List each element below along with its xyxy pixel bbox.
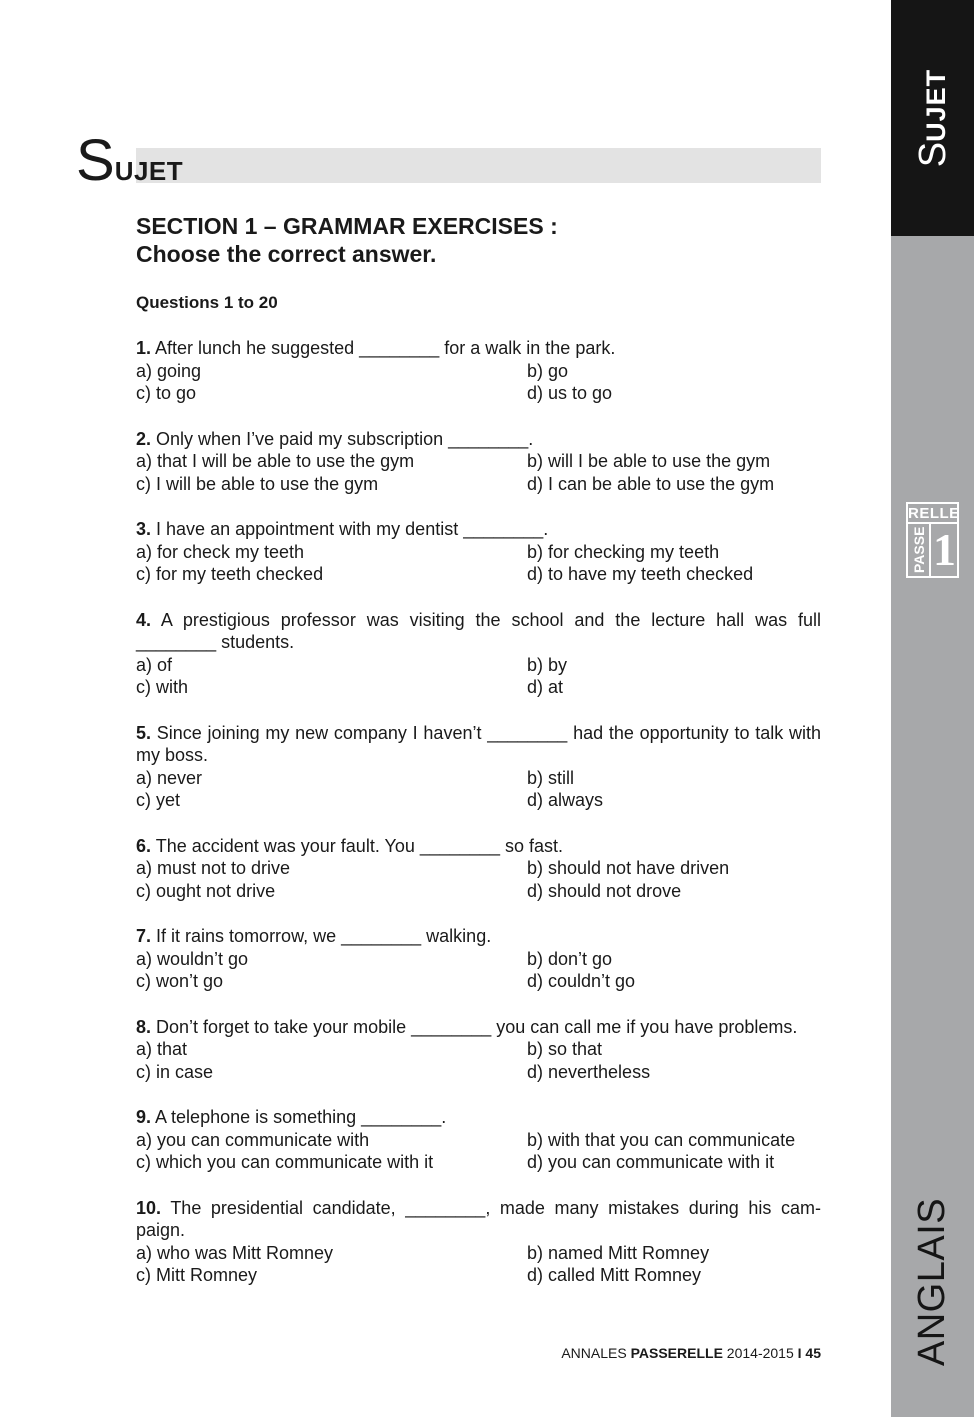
question-text: A prestigious professor was visiting the school and the lecture hall was full ________ students. bbox=[136, 609, 821, 652]
answer-options bbox=[136, 948, 821, 993]
option-d: d) should not drove bbox=[527, 880, 682, 901]
question-item bbox=[136, 1106, 821, 1174]
question-text: Since joining my new company I haven’t ________ had the opportunity to talk with my boss. bbox=[136, 722, 821, 765]
option-b: b) don’t go bbox=[527, 948, 613, 969]
question-number: 5. bbox=[136, 722, 152, 743]
header-band bbox=[136, 148, 821, 183]
option-a: a) must not to drive bbox=[136, 858, 291, 878]
option-b: b) will I be able to use the gym bbox=[527, 451, 771, 471]
question-stem bbox=[136, 1016, 821, 1039]
option-a: a) that bbox=[136, 1039, 188, 1059]
logo-divider bbox=[929, 524, 931, 576]
question-number: 9. bbox=[136, 1107, 152, 1127]
option-d: d) us to go bbox=[527, 383, 613, 403]
question-number: 10. bbox=[136, 1197, 162, 1218]
question-text: Don’t forget to take your mobile ________ you can call me if you have problems. bbox=[156, 1016, 798, 1037]
question-number: 1. bbox=[136, 338, 152, 358]
answer-options bbox=[136, 1242, 821, 1287]
option-b: b) named Mitt Romney bbox=[527, 1242, 710, 1263]
footer-prefix: ANNALES bbox=[561, 1345, 631, 1361]
question-item bbox=[136, 1016, 821, 1084]
logo-number: 1 bbox=[933, 524, 956, 575]
option-d: d) always bbox=[527, 790, 604, 810]
option-a: a) for check my teeth bbox=[136, 541, 305, 562]
option-b: b) should not have driven bbox=[527, 858, 730, 878]
option-c: c) in case bbox=[136, 1061, 214, 1082]
section-title bbox=[136, 212, 821, 268]
logo-top-text: RELLE bbox=[908, 505, 960, 522]
question-stem bbox=[136, 609, 821, 654]
option-a: a) going bbox=[136, 360, 202, 381]
footer-years: 2014-2015 bbox=[722, 1345, 798, 1361]
page-number: I 45 bbox=[797, 1345, 821, 1361]
side-subject-label: ANGLAIS bbox=[911, 1197, 953, 1367]
page-title: SUJET bbox=[76, 128, 184, 193]
question-text: Only when I’ve paid my subscription ________. bbox=[156, 428, 534, 449]
option-d: d) you can communicate with it bbox=[527, 1152, 775, 1172]
question-text: If it rains tomorrow, we ________ walking. bbox=[156, 926, 492, 946]
option-d: d) called Mitt Romney bbox=[527, 1265, 702, 1285]
exercise-content bbox=[136, 212, 821, 1287]
option-c: c) Mitt Romney bbox=[136, 1265, 258, 1285]
answer-options bbox=[136, 857, 821, 902]
side-section-label: SUJET bbox=[912, 68, 954, 168]
question-stem bbox=[136, 1197, 821, 1242]
answer-options bbox=[136, 1129, 821, 1174]
questions-list bbox=[136, 337, 821, 1287]
question-number: 4. bbox=[136, 609, 152, 630]
page-footer bbox=[540, 1344, 821, 1362]
option-b: b) with that you can communicate bbox=[527, 1129, 796, 1150]
option-b: b) go bbox=[527, 360, 569, 381]
answer-options bbox=[136, 1038, 821, 1083]
answer-options bbox=[136, 654, 821, 699]
option-d: d) I can be able to use the gym bbox=[527, 473, 775, 494]
option-c: c) to go bbox=[136, 383, 197, 403]
question-text: A telephone is something ________. bbox=[155, 1107, 447, 1127]
question-number: 2. bbox=[136, 428, 152, 449]
question-item bbox=[136, 722, 821, 812]
option-c: c) ought not drive bbox=[136, 880, 276, 901]
answer-options bbox=[136, 767, 821, 812]
logo-side-text: PASSE bbox=[911, 526, 927, 573]
question-number: 7. bbox=[136, 926, 152, 946]
question-text: I have an appointment with my dentist ________. bbox=[156, 519, 549, 539]
question-text: The accident was your fault. You ________ so fast. bbox=[155, 835, 563, 856]
option-d: d) nevertheless bbox=[527, 1061, 651, 1082]
option-c: c) won’t go bbox=[136, 971, 224, 991]
question-text: After lunch he suggested ________ for a walk in the park. bbox=[155, 338, 616, 358]
question-item bbox=[136, 925, 821, 993]
question-item bbox=[136, 518, 821, 586]
question-stem bbox=[136, 925, 821, 948]
option-b: b) by bbox=[527, 654, 568, 675]
option-b: b) for checking my teeth bbox=[527, 541, 720, 562]
section-title-line1: SECTION 1 – GRAMMAR EXERCISES : bbox=[136, 213, 558, 239]
option-c: c) I will be able to use the gym bbox=[136, 473, 379, 494]
question-text: The presidential candidate, ________, made many mistakes during his cam-paign. bbox=[136, 1197, 821, 1240]
question-stem bbox=[136, 835, 821, 858]
answer-options bbox=[136, 360, 821, 405]
question-item bbox=[136, 835, 821, 903]
option-c: c) for my teeth checked bbox=[136, 564, 324, 584]
answer-options bbox=[136, 541, 821, 586]
passerelle-1-logo bbox=[906, 502, 959, 578]
question-stem bbox=[136, 722, 821, 767]
section-title-line2: Choose the correct answer. bbox=[136, 241, 437, 267]
question-number: 8. bbox=[136, 1016, 152, 1037]
option-a: a) of bbox=[136, 654, 173, 675]
question-item bbox=[136, 609, 821, 699]
option-d: d) couldn’t go bbox=[527, 971, 636, 991]
option-d: d) to have my teeth checked bbox=[527, 564, 754, 584]
question-item bbox=[136, 337, 821, 405]
option-d: d) at bbox=[527, 677, 564, 697]
option-a: a) you can communicate with bbox=[136, 1129, 370, 1150]
question-item bbox=[136, 1197, 821, 1287]
question-item bbox=[136, 428, 821, 496]
option-a: a) that I will be able to use the gym bbox=[136, 451, 415, 471]
option-c: c) with bbox=[136, 677, 189, 697]
question-stem bbox=[136, 518, 821, 541]
option-b: b) so that bbox=[527, 1039, 603, 1059]
option-c: c) which you can communicate with it bbox=[136, 1152, 434, 1172]
option-a: a) wouldn’t go bbox=[136, 948, 249, 969]
question-stem bbox=[136, 1106, 821, 1129]
option-c: c) yet bbox=[136, 790, 181, 810]
option-a: a) never bbox=[136, 767, 203, 788]
question-number: 3. bbox=[136, 519, 152, 539]
answer-options bbox=[136, 450, 821, 495]
question-stem bbox=[136, 337, 821, 360]
option-b: b) still bbox=[527, 767, 575, 788]
footer-brand: PASSERELLE bbox=[630, 1345, 723, 1361]
question-number: 6. bbox=[136, 835, 152, 856]
option-a: a) who was Mitt Romney bbox=[136, 1242, 334, 1263]
question-stem bbox=[136, 428, 821, 451]
questions-label: Questions 1 to 20 bbox=[136, 293, 278, 312]
